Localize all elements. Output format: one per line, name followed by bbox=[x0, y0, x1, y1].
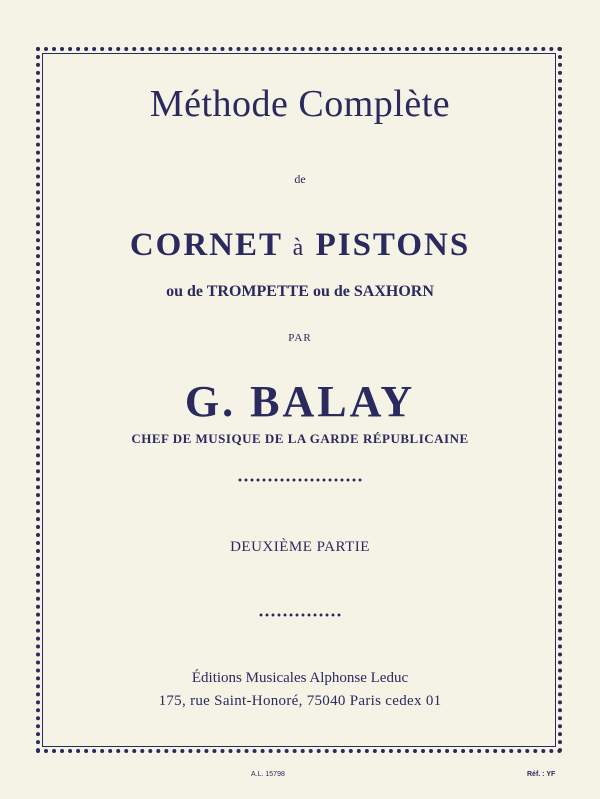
cover-de: de bbox=[294, 172, 306, 186]
cover-publisher: Éditions Musicales Alphonse Leduc bbox=[191, 670, 409, 686]
catalog-number: A.L. 15798 bbox=[251, 771, 285, 778]
reference-code: Réf. : YF bbox=[527, 771, 556, 778]
cover-address: 175, rue Saint-Honoré, 75040 Paris cedex 01 bbox=[158, 693, 442, 709]
instrument-cornet: CORNET bbox=[129, 227, 283, 263]
cover-author: G. BALAY bbox=[184, 377, 416, 426]
cover-part: DEUXIÈME PARTIE bbox=[230, 539, 370, 555]
cover-instrument bbox=[0, 227, 600, 264]
cover-par: PAR bbox=[288, 332, 312, 344]
instrument-a: à bbox=[292, 235, 306, 261]
cover-author-role: CHEF DE MUSIQUE DE LA GARDE RÉPUBLICAINE bbox=[131, 431, 469, 446]
ornament-divider-top bbox=[237, 477, 363, 483]
cover-title: Méthode Complète bbox=[149, 83, 451, 125]
ornament-divider-bottom bbox=[258, 612, 342, 618]
cover-alt-instruments: ou de TROMPETTE ou de SAXHORN bbox=[166, 283, 434, 300]
instrument-pistons: PISTONS bbox=[315, 227, 471, 263]
